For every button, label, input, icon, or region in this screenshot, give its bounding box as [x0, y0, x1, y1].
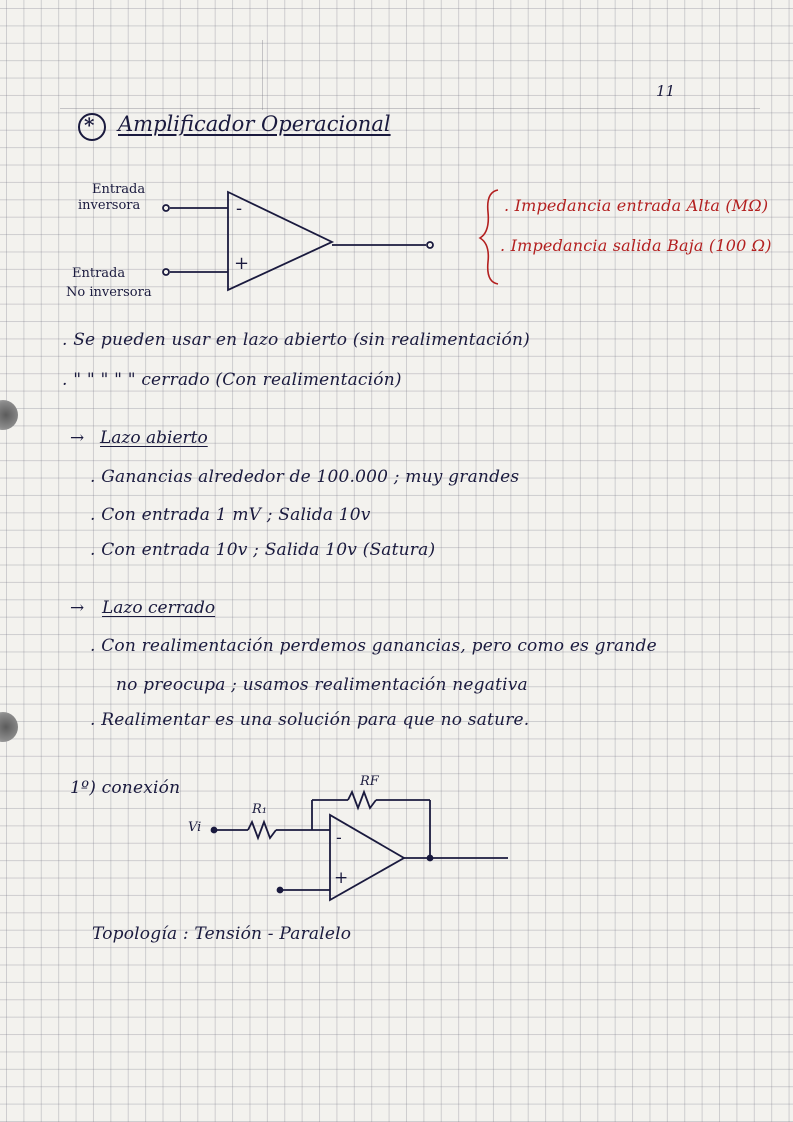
r1-label: R₁: [252, 802, 267, 817]
open-loop-heading: Lazo abierto: [100, 428, 208, 448]
open-loop-line-1: . Ganancias alrededor de 100.000 ; muy grandes: [90, 467, 520, 487]
property-input-impedance: . Impedancia entrada Alta (MΩ): [504, 196, 769, 215]
noninverting-input-label-line2: No inversora: [66, 285, 152, 300]
rf-label: RF: [360, 774, 379, 789]
inverting-input-label-line2: inversora: [78, 198, 141, 213]
inverting-input-label-line1: Entrada: [92, 182, 146, 197]
open-loop-line-2: . Con entrada 1 mV ; Salida 10v: [90, 505, 371, 525]
open-loop-arrow: →: [70, 428, 85, 448]
noninverting-sign-2: +: [334, 868, 349, 888]
intro-line-open: . Se pueden usar en lazo abierto (sin realimentación): [62, 330, 530, 350]
title-marker: *: [84, 113, 95, 137]
vi-label: Vi: [188, 820, 202, 835]
closed-loop-arrow: →: [70, 598, 85, 618]
property-output-impedance: . Impedancia salida Baja (100 Ω): [500, 236, 772, 255]
inverting-sign-2: -: [336, 828, 342, 848]
rf-resistor: [348, 792, 376, 808]
noninverting-terminal-2: [278, 888, 283, 893]
closed-loop-line-2: no preocupa ; usamos realimentación negativa: [116, 675, 528, 695]
connection-heading: 1º) conexión: [70, 778, 181, 798]
open-loop-line-3: . Con entrada 10v ; Salida 10v (Satura): [90, 540, 436, 560]
noninverting-input-label-line1: Entrada: [72, 266, 126, 281]
page-title: Amplificador Operacional: [118, 112, 391, 136]
intro-line-closed: . " " " " " cerrado (Con realimentación): [62, 370, 402, 390]
closed-loop-line-3: . Realimentar es una solución para que no sature.: [90, 710, 530, 730]
noninverting-sign: +: [234, 253, 250, 274]
closed-loop-line-1: . Con realimentación perdemos ganancias, pero como es grande: [90, 636, 657, 656]
inverting-sign: -: [236, 198, 243, 219]
page-number: 11: [656, 82, 676, 100]
topology-line: Topología : Tensión - Paralelo: [92, 924, 352, 944]
output-node: [428, 856, 433, 861]
r1-resistor: [248, 822, 276, 838]
closed-loop-heading: Lazo cerrado: [102, 598, 216, 618]
